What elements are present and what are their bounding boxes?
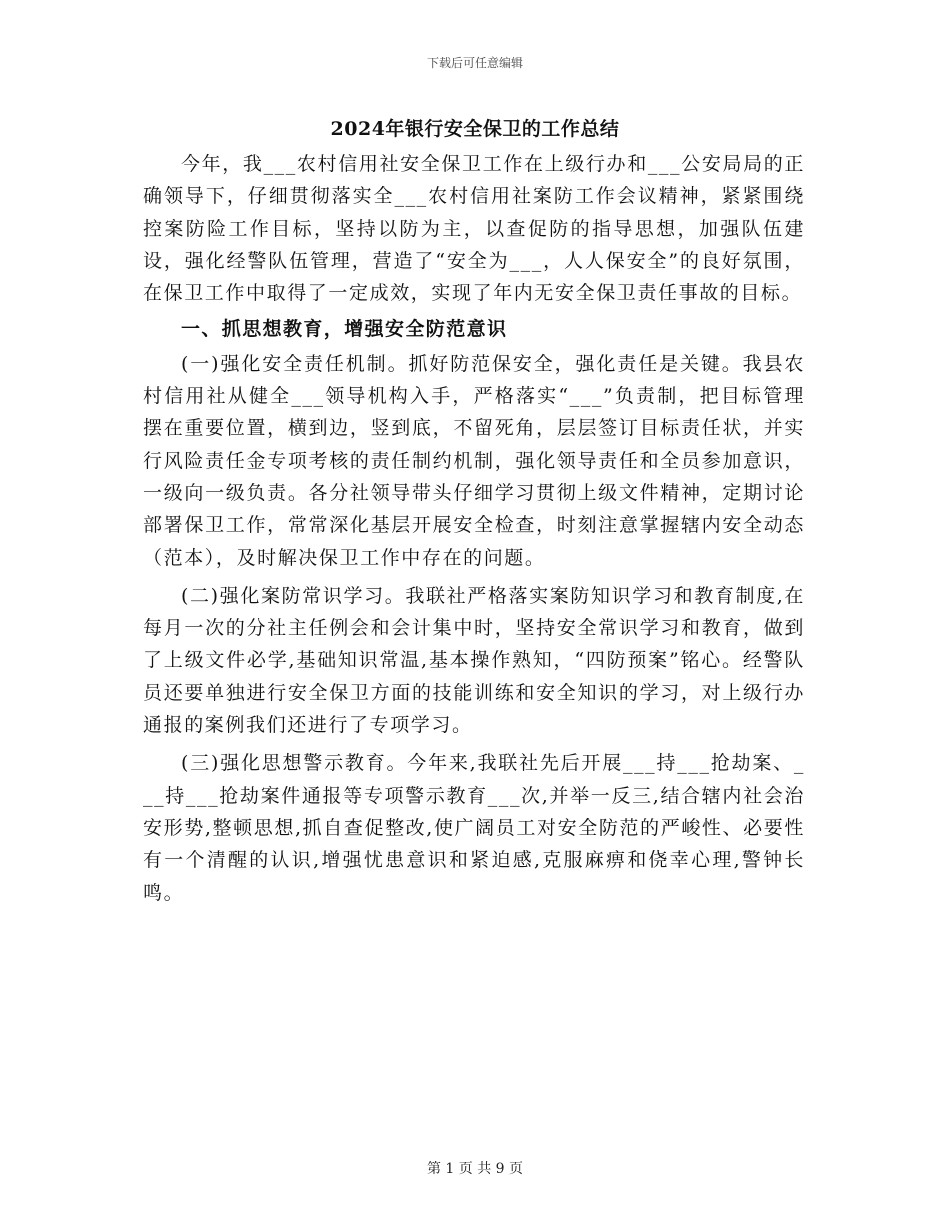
document-body <box>143 148 805 909</box>
header-note: 下载后可任意编辑 <box>426 56 523 70</box>
intro-paragraph: 今年，我___农村信用社安全保卫工作在上级行办和___公安局局的正确领导下，仔细贯彻落实全___农村信用社案防工作会议精神，紧紧围绕控案防险工作目标，坚持以防为主，以查促防的指导思想，加强队伍建设，强化经警队伍管理，营造了“安全为___，人人保安全”的良好氛围，在保卫工作中取得了一定成效，实现了年内无安全保卫责任事故的目标。 <box>143 153 805 305</box>
document-title: 2024年银行安全保卫的工作总结 <box>330 118 620 140</box>
section-heading: 一、抓思想教育，增强安全防范意识 <box>181 318 508 341</box>
section-paragraph-1: (一)强化安全责任机制。抓好防范保安全，强化责任是关键。我县农村信用社从健全___领导机构入手，严格落实“___”负责制，把目标管理摆在重要位置，横到边，竖到底，不留死角，层层签订目标责任状，并实行风险责任金专项考核的责任制约机制，强化领导责任和全员参加意识，一级向一级负责。各分社领导带头仔细学习贯彻上级文件精神，定期讨论部署保卫工作，常常深化基层开展安全检查，时刻注意掌握辖内安全动态（范本），及时解决保卫工作中存在的问题。 <box>143 352 805 569</box>
page-number: 第 1 页 共 9 页 <box>426 1161 524 1177</box>
section-paragraph-2: (二)强化案防常识学习。我联社严格落实案防知识学习和教育制度,在每月一次的分社主任例会和会计集中时，坚持安全常识学习和教育，做到了上级文件必学,基础知识常温,基本操作熟知，“四防预案”铭心。经警队员还要单独进行安全保卫方面的技能训练和安全知识的学习，对上级行办通报的案例我们还进行了专项学习。 <box>143 584 805 737</box>
section-paragraph-3: (三)强化思想警示教育。今年来,我联社先后开展___持___抢劫案、___持___抢劫案件通报等专项警示教育___次,并举一反三,结合辖内社会治安形势,整顿思想,抓自查促整改,使广阔员工对安全防范的严峻性、必要性有一个清醒的认识,增强忧患意识和紧迫感,克服麻痹和侥幸心理,警钟长鸣。 <box>143 752 805 904</box>
